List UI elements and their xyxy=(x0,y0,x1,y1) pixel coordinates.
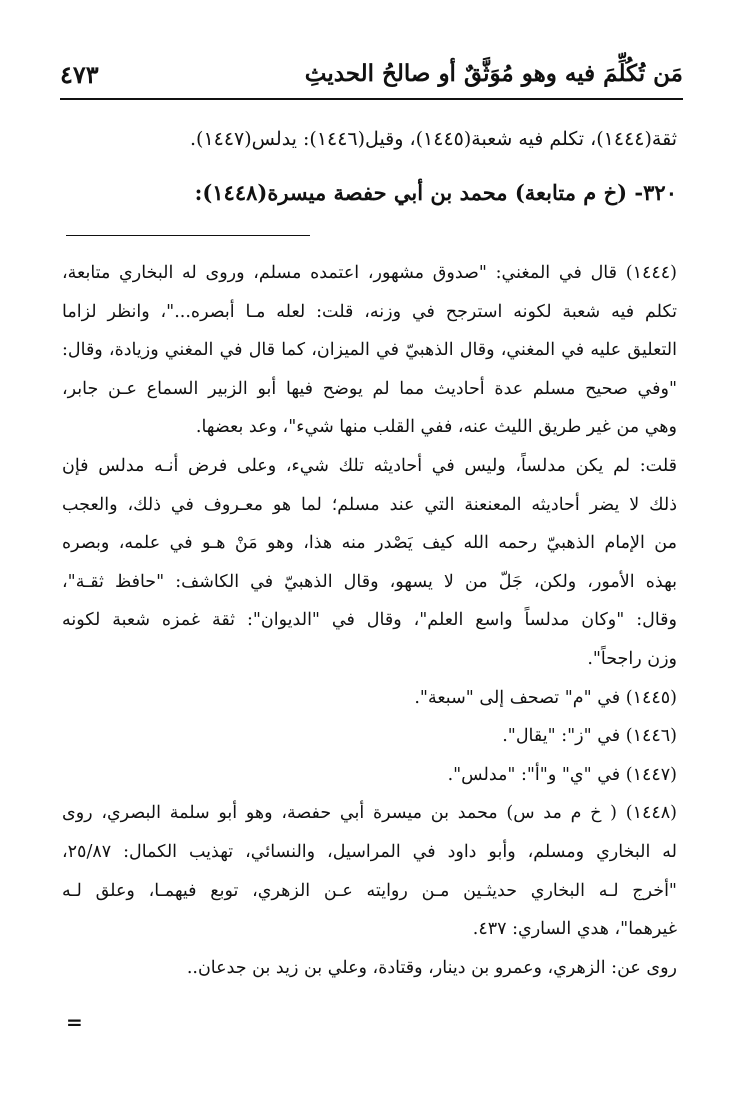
footnote-line: من الإمام الذهبيّ رحمه الله كيف يَصْدر منه هذا، وهو مَنْ هـو في علمه، وبصره xyxy=(62,533,677,554)
running-header xyxy=(60,58,683,100)
page-number: ٤٧٣ xyxy=(60,60,99,89)
continuation-mark: = xyxy=(66,1010,83,1034)
footnote-line: "وفي صحيح مسلم عدة أحاديث مما لم يوضح فيها أبو الزبير السماع عـن جابر، xyxy=(62,378,677,399)
footnote-line: (١٤٤٧) في "ي" و"أ": "مدلس". xyxy=(447,764,677,785)
footnote-line: غيرهما"، هدي الساري: ٤٣٧. xyxy=(472,919,677,940)
footnote-line: "أخرج لـه البخاري حديثـين مـن روايته عـن الزهري، توبع فيهمـا، وعلق لـه xyxy=(62,880,677,901)
footnote-line: (١٤٤٦) في "ز": "يقال". xyxy=(502,726,677,747)
entry-heading: ٣٢٠- (خ م متابعة) محمد بن أبي حفصة ميسرة(١٤٤٨): xyxy=(194,180,677,205)
header-title: مَن تُكُلِّمَ فيه وهو مُوَثَّقٌ أو صالحُ الحديثِ xyxy=(304,60,683,87)
footnotes-block xyxy=(62,254,677,987)
footnote-line: وقال: "وكان مدلساً واسع العلم"، وقال في "الديوان": ثقة غمزه شعبة لكونه xyxy=(62,610,677,631)
footnote-line: روى عن: الزهري، وعمرو بن دينار، وقتادة، وعلي بن زيد بن جدعان.. xyxy=(186,957,677,978)
footnote-line: (١٤٤٥) في "م" تصحف إلى "سبعة". xyxy=(414,687,677,708)
footnote-line: ذلك لا يضر أحاديثه المعنعنة التي عند مسلم؛ لما هو معـروف في ذلك، والعجب xyxy=(62,494,677,515)
footnote-line: له البخاري ومسلم، وأبو داود في المراسيل، والنسائي، تهذيب الكمال: ٢٥/٨٧، xyxy=(62,841,677,862)
footnote-line: (١٤٤٤) قال في المغني: "صدوق مشهور، اعتمده مسلم، وروى له البخاري متابعة، xyxy=(62,263,677,283)
continued-text-line: ثقة(١٤٤٤)، تكلم فيه شعبة(١٤٤٥)، وقيل(١٤٤٦): يدلس(١٤٤٧). xyxy=(189,128,677,150)
footnote-line: بهذه الأمور، ولكن، جَلّ من لا يسهو، وقال الذهبيّ في الكاشف: "حافظ ثقـة"، xyxy=(62,571,677,592)
footnote-line: قلت: لم يكن مدلساً، وليس في أحاديثه تلك شيء، وعلى فرض أنـه مدلس فإن xyxy=(62,455,677,476)
footnote-line: تكلم فيه شعبة لكونه استرجح في وزنه، قلت: لعله مـا أبصره..."، وانظر لزاما xyxy=(62,301,677,322)
footnote-line: (١٤٤٨) ( خ م مد س) محمد بن ميسرة أبي حفصة، وهو أبو سلمة البصري، روى xyxy=(62,803,677,824)
footnote-line: وهي من غير طريق الليث عنه، ففي القلب منها شيء"، وعد بعضها. xyxy=(195,417,677,438)
footnote-separator xyxy=(66,235,310,236)
footnote-line: التعليق عليه في المغني، وقال الذهبيّ في الميزان، كما قال في المغني وزيادة، وقال: xyxy=(62,340,677,361)
footnote-line: وزن راجحاً". xyxy=(587,648,677,669)
